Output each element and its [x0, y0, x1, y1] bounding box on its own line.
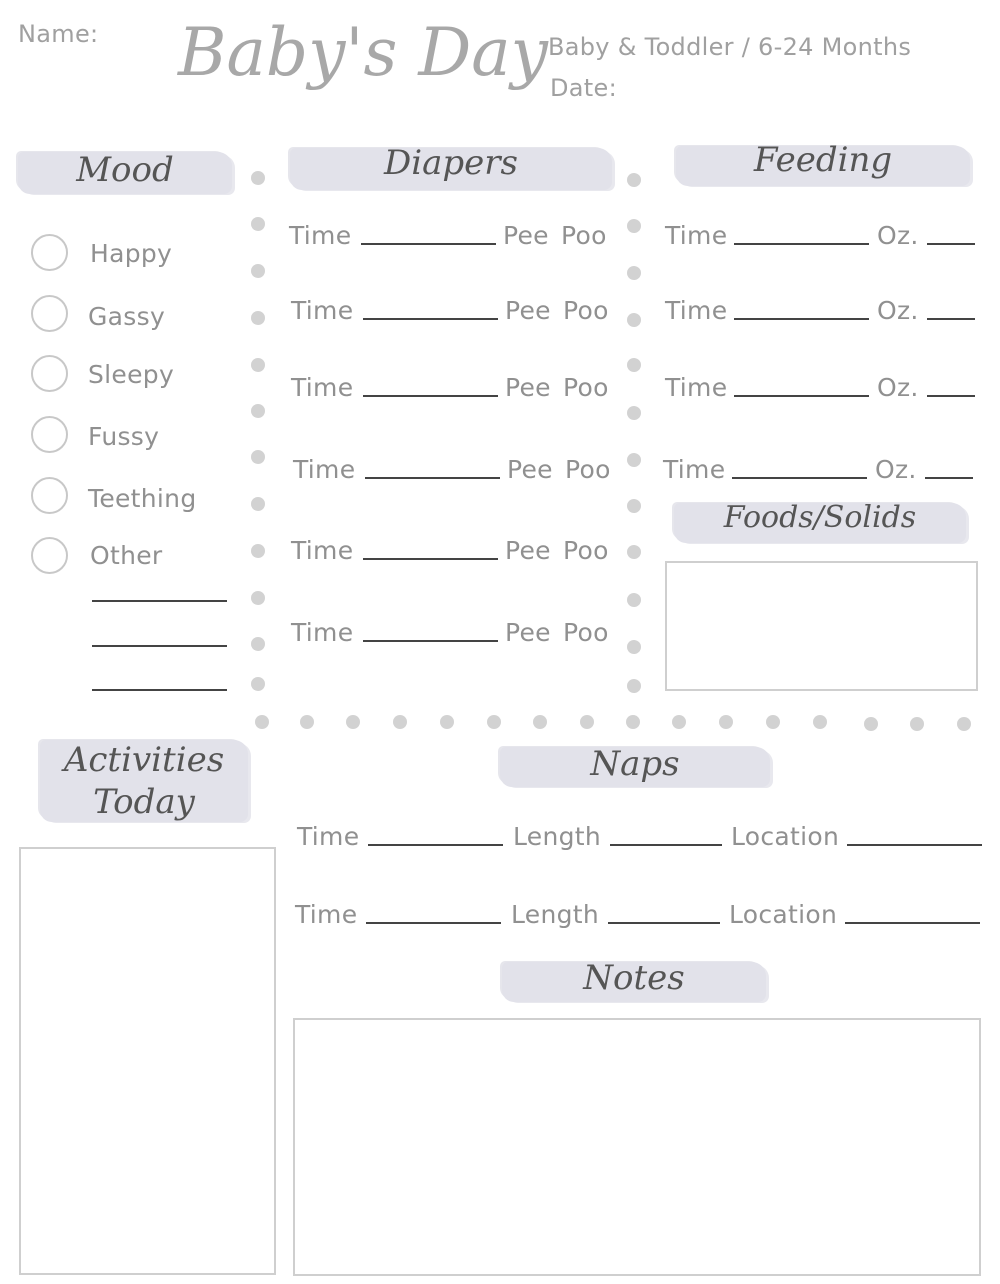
page-title: Baby's Day: [178, 14, 548, 91]
mood-checkbox-gassy[interactable]: [31, 295, 68, 332]
nap-time-field[interactable]: [368, 844, 503, 846]
divider-dot: [627, 679, 641, 693]
divider-dot: [766, 715, 780, 729]
mood-option-label: Fussy: [88, 422, 160, 451]
oz-label: Oz.: [877, 373, 919, 402]
divider-dot: [251, 358, 265, 372]
divider-dot: [627, 453, 641, 467]
divider-dot: [533, 715, 547, 729]
divider-dot: [910, 717, 924, 731]
time-label: Time: [291, 618, 354, 647]
poo-option[interactable]: Poo: [565, 455, 611, 484]
divider-dot: [251, 544, 265, 558]
oz-label: Oz.: [877, 296, 919, 325]
divider-dot: [487, 715, 501, 729]
diapers-heading: Diapers: [384, 143, 518, 183]
mood-option-label: Other: [90, 541, 163, 570]
length-label: Length: [511, 900, 600, 929]
pee-option[interactable]: Pee: [505, 373, 551, 402]
pee-option[interactable]: Pee: [505, 618, 551, 647]
diaper-time-field[interactable]: [365, 477, 500, 479]
mood-option-label: Teething: [88, 484, 197, 513]
divider-dot: [957, 717, 971, 731]
divider-dot: [255, 715, 269, 729]
feeding-time-field[interactable]: [734, 243, 869, 245]
divider-dot: [627, 313, 641, 327]
time-label: Time: [297, 822, 360, 851]
divider-dot: [719, 715, 733, 729]
divider-dot: [440, 715, 454, 729]
divider-dot: [627, 219, 641, 233]
diaper-time-field[interactable]: [361, 243, 496, 245]
divider-dot: [627, 266, 641, 280]
nap-length-field[interactable]: [610, 844, 722, 846]
time-label: Time: [291, 536, 354, 565]
divider-dot: [251, 264, 265, 278]
divider-dot: [627, 640, 641, 654]
poo-option[interactable]: Poo: [561, 221, 607, 250]
subtitle: Baby & Toddler / 6-24 Months: [548, 33, 912, 61]
divider-dot: [627, 358, 641, 372]
divider-dot: [251, 217, 265, 231]
divider-dot: [251, 637, 265, 651]
time-label: Time: [665, 221, 728, 250]
feeding-oz-field[interactable]: [925, 477, 973, 479]
mood-option-label: Sleepy: [88, 360, 175, 389]
activities-heading-line1: Activities: [63, 740, 225, 780]
notes-box[interactable]: [293, 1018, 981, 1276]
feeding-oz-field[interactable]: [927, 395, 975, 397]
length-label: Length: [513, 822, 602, 851]
time-label: Time: [665, 373, 728, 402]
feeding-time-field[interactable]: [734, 318, 869, 320]
diaper-time-field[interactable]: [363, 395, 498, 397]
pee-option[interactable]: Pee: [507, 455, 553, 484]
mood-checkbox-happy[interactable]: [31, 234, 68, 271]
mood-checkbox-fussy[interactable]: [31, 416, 68, 453]
time-label: Time: [293, 455, 356, 484]
divider-dot: [626, 715, 640, 729]
divider-dot: [346, 715, 360, 729]
divider-dot: [393, 715, 407, 729]
notes-heading: Notes: [583, 958, 685, 998]
time-label: Time: [295, 900, 358, 929]
mood-heading: Mood: [76, 150, 174, 190]
activities-heading-line2: Today: [93, 782, 195, 822]
divider-dot: [672, 715, 686, 729]
divider-dot: [627, 406, 641, 420]
feeding-heading: Feeding: [753, 140, 893, 180]
time-label: Time: [665, 296, 728, 325]
location-label: Location: [729, 900, 838, 929]
nap-location-field[interactable]: [847, 844, 982, 846]
name-label: Name:: [18, 20, 99, 48]
oz-label: Oz.: [875, 455, 917, 484]
time-label: Time: [663, 455, 726, 484]
location-label: Location: [731, 822, 840, 851]
diaper-time-field[interactable]: [363, 318, 498, 320]
divider-dot: [251, 311, 265, 325]
foods-heading: Foods/Solids: [723, 500, 917, 535]
diaper-time-field[interactable]: [363, 558, 498, 560]
mood-checkbox-teething[interactable]: [31, 477, 68, 514]
other-write-line[interactable]: [92, 645, 227, 647]
feeding-oz-field[interactable]: [927, 318, 975, 320]
poo-option[interactable]: Poo: [563, 373, 609, 402]
pee-option[interactable]: Pee: [503, 221, 549, 250]
other-write-line[interactable]: [92, 600, 227, 602]
divider-dot: [251, 171, 265, 185]
divider-dot: [251, 591, 265, 605]
nap-time-field[interactable]: [366, 922, 501, 924]
nap-length-field[interactable]: [608, 922, 720, 924]
divider-dot: [251, 497, 265, 511]
divider-dot: [627, 499, 641, 513]
diaper-time-field[interactable]: [363, 640, 498, 642]
foods-box[interactable]: [665, 561, 978, 691]
activities-box[interactable]: [19, 847, 276, 1275]
feeding-oz-field[interactable]: [927, 243, 975, 245]
divider-dot: [251, 677, 265, 691]
naps-heading: Naps: [590, 744, 680, 784]
mood-option-label: Gassy: [88, 302, 166, 331]
pee-option[interactable]: Pee: [505, 296, 551, 325]
divider-dot: [580, 715, 594, 729]
other-write-line[interactable]: [92, 689, 227, 691]
poo-option[interactable]: Poo: [563, 536, 609, 565]
date-label: Date:: [550, 74, 617, 102]
poo-option[interactable]: Poo: [563, 296, 609, 325]
divider-dot: [627, 545, 641, 559]
time-label: Time: [291, 373, 354, 402]
divider-dot: [864, 717, 878, 731]
time-label: Time: [289, 221, 352, 250]
time-label: Time: [291, 296, 354, 325]
nap-location-field[interactable]: [845, 922, 980, 924]
poo-option[interactable]: Poo: [563, 618, 609, 647]
pee-option[interactable]: Pee: [505, 536, 551, 565]
divider-dot: [251, 450, 265, 464]
divider-dot: [813, 715, 827, 729]
divider-dot: [251, 404, 265, 418]
oz-label: Oz.: [877, 221, 919, 250]
divider-dot: [300, 715, 314, 729]
divider-dot: [627, 173, 641, 187]
feeding-time-field[interactable]: [732, 477, 867, 479]
divider-dot: [627, 593, 641, 607]
mood-checkbox-other[interactable]: [31, 537, 68, 574]
feeding-time-field[interactable]: [734, 395, 869, 397]
mood-option-label: Happy: [90, 239, 173, 268]
mood-checkbox-sleepy[interactable]: [31, 355, 68, 392]
